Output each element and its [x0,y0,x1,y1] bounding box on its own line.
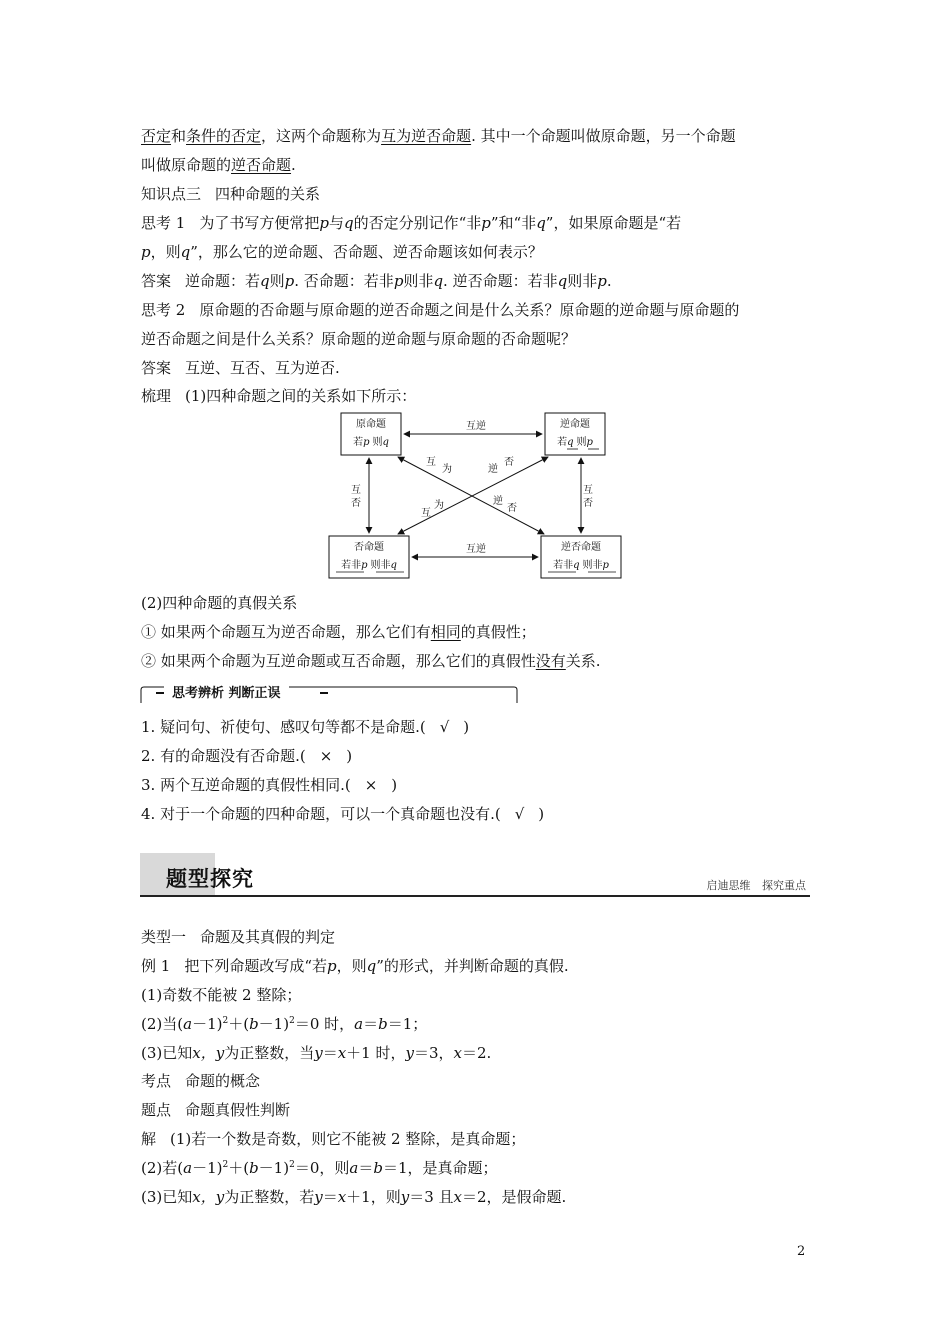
text: －1) [192,1015,223,1033]
text: 4. 对于一个命题的四种命题，可以一个真命题也没有.( [141,805,501,823]
text: ＝2，是假命题. [461,1188,567,1206]
text: 和 [171,127,187,145]
text: －1) [258,1015,290,1033]
text: 关系. [565,652,601,670]
section-label: 思考辨析 判断正误 [164,686,289,702]
var-x: x [453,1188,462,1206]
text: 命题的概念 [185,1072,261,1090]
var-a: a [183,1015,193,1033]
text: (2)当( [141,1015,184,1033]
summary [141,386,416,406]
underlined-term: 互为逆否命题 [381,127,472,145]
text: 1. 疑问句、祈使句、感叹句等都不是命题.( [141,718,426,736]
label-left-2: 否 [351,498,361,509]
text: ＝ [322,1044,338,1062]
type-label: 类型一 [141,928,187,946]
label-x-ul-1: 互 [426,457,436,468]
text: ) [463,718,470,736]
text: 命题真假性判断 [185,1101,291,1119]
var-q: q [180,243,191,261]
text: 则非 [567,272,598,290]
paragraph-line [141,126,736,146]
judge-section-bar [140,686,518,704]
text: 逆否命题之间是什么关系？原命题的逆命题与原命题的否命题呢？ [141,330,577,348]
exponent: 2 [289,1016,295,1026]
box-original-content: 若p 则q [353,437,389,448]
exponent: 2 [222,1160,229,1170]
check-mark: √ [514,805,525,823]
var-q: q [343,214,354,232]
text: 的真假性； [460,623,536,641]
cross-mark: × [364,776,378,794]
label-x-ul-2: 为 [442,464,452,475]
box-contrapositive-title: 逆否命题 [561,542,601,553]
text: 互逆、互否、互为逆否. [185,359,340,377]
text: ＝1； [387,1015,428,1033]
text: 则 [269,272,285,290]
text: ＝0，则 [294,1159,350,1177]
box-inverse-title: 否命题 [354,542,384,553]
summary-label: 梳理 [141,387,172,405]
var-q: q [260,272,270,290]
four-propositions-diagram [326,405,626,585]
text: ”的形式，并判断命题的真假. [376,957,569,975]
label-right-1: 互 [583,485,593,496]
var-p: p [597,272,607,290]
example1-item-1: (1)奇数不能被 2 整除； [141,986,302,1004]
think2-line2 [141,329,576,349]
var-p: p [319,214,329,232]
truth-item-1 [141,622,536,642]
var-y: y [405,1044,414,1062]
text: . 逆否命题：若非 [443,272,558,290]
var-b: b [373,1159,383,1177]
var-q: q [433,272,444,290]
answer1 [141,271,612,291]
text: (2)若( [141,1159,184,1177]
text: 逆命题：若 [185,272,261,290]
explore-section-bar [140,853,810,897]
var-a: a [183,1159,193,1177]
kaodian-label: 考点 [141,1072,172,1090]
paragraph-line [141,155,296,175]
judge-item-2 [141,746,352,766]
text: . [291,156,296,174]
var-xy: x，y [192,1044,225,1062]
text: ”，那么它的逆命题、否命题、逆否命题该如何表示？ [190,243,543,261]
think2-line1 [141,300,739,320]
text: ＝ [358,1159,374,1177]
box-original-title: 原命题 [356,419,386,430]
text: 把下列命题改写成“若 [184,957,327,975]
var-p: p [393,272,404,290]
text: 叫做原命题的 [141,156,232,174]
text: ”，如果原命题是“若 [545,214,682,232]
text: ，这两个命题称为 [261,127,382,145]
text: 为了书写方便常把 [199,214,320,232]
solution-line-3 [141,1187,566,1207]
text: ＝0 时， [294,1015,355,1033]
var-a: a [349,1159,359,1177]
text: 为正整数，当 [224,1044,315,1062]
tidian [141,1100,290,1120]
text: (3)已知 [141,1044,193,1062]
label-x-ur-1: 逆 [488,464,498,475]
tidian-label: 题点 [141,1101,172,1119]
think-label: 思考 2 [141,301,186,319]
exponent: 2 [289,1160,295,1170]
section-subtitle: 启迪思维 探究重点 [706,879,806,892]
var-y: y [314,1044,323,1062]
var-x: x [337,1188,347,1206]
type1-heading [141,927,335,947]
var-a: a [354,1015,364,1033]
kp-title: 四种命题的关系 [215,185,321,203]
text: ＋( [228,1159,250,1177]
underlined-term: 否定 [141,127,172,145]
text: (1)若一个数是奇数，则它不能被 2 整除，是真命题； [170,1130,526,1148]
judge-item-4 [141,804,544,824]
text: ) [346,747,353,765]
var-xy: x，y [192,1188,225,1206]
text: －1) [192,1159,223,1177]
label-left-1: 互 [351,485,361,496]
solution-line-2 [141,1158,497,1178]
text: 与 [328,214,344,232]
var-p: p [141,243,151,261]
underlined-term: 相同 [430,623,461,641]
text: 则非 [403,272,434,290]
judge-item-3 [141,775,397,795]
text: ＋1，则 [346,1188,401,1206]
answer-label: 答案 [141,359,172,377]
label-x-lr-2: 否 [507,503,517,514]
text: ＝3 且 [409,1188,454,1206]
text: . 否命题：若非 [294,272,394,290]
label-top: 互逆 [466,421,486,432]
label-x-ll-1: 为 [434,500,444,511]
var-y: y [400,1188,410,1206]
label-right-2: 否 [583,498,593,509]
label-x-ur-2: 否 [504,457,514,468]
box-converse-title: 逆命题 [560,419,590,430]
var-q: q [536,214,546,232]
judge-item-1 [141,717,469,737]
think-label: 思考 1 [141,214,186,232]
knowledge-point-heading [141,184,320,204]
text: ＝3， [413,1044,454,1062]
box-contrapositive-content: 若非q 则非p [553,560,609,571]
text: ”和“非 [490,214,537,232]
text: ＋1 时， [346,1044,406,1062]
truth-heading: (2)四种命题的真假关系 [141,594,298,612]
label-x-ll-2: 互 [421,508,431,519]
truth-item-2 [141,651,601,671]
underlined-term: 没有 [535,652,566,670]
text: ② 如果两个命题为互逆命题或互否命题，那么它们的真假性 [141,652,536,670]
box-inverse-content: 若非p 则非q [341,560,397,571]
think1-line2 [141,242,543,262]
text: ，则 [336,957,367,975]
label-bottom: 互逆 [466,544,486,555]
box-converse-content: 若q 则p [557,437,593,448]
text: 原命题的否命题与原命题的逆否命题之间是什么关系？原命题的逆命题与原命题的 [199,301,740,319]
text: 为正整数，若 [224,1188,315,1206]
var-x: x [337,1044,347,1062]
section-title: 题型探究 [166,867,254,891]
page-number: 2 [797,1244,806,1259]
kp-label: 知识点三 [141,185,202,203]
label-x-lr-1: 逆 [493,496,503,507]
text: 3. 两个互逆命题的真假性相同.( [141,776,351,794]
example1-item-3 [141,1043,491,1063]
text: －1) [258,1159,290,1177]
text: ＝ [363,1015,379,1033]
answer-label: 答案 [141,272,172,290]
underlined-term: 逆否命题 [231,156,292,174]
check-mark: √ [439,718,450,736]
text: (1)四种命题之间的关系如下所示： [185,387,417,405]
text: (3)已知 [141,1188,193,1206]
var-b: b [249,1015,259,1033]
section-rule [140,895,810,897]
text: ＝1，是真命题； [382,1159,498,1177]
text: ① 如果两个命题互为逆否命题，那么它们有 [141,623,431,641]
example1-heading [141,956,569,976]
text: . 其中一个命题叫做原命题，另一个命题 [471,127,736,145]
var-q: q [557,272,568,290]
kaodian [141,1071,260,1091]
solution-label: 解 [141,1130,157,1148]
solution-line-1 [141,1129,525,1149]
var-p: p [326,957,337,975]
text: ＝2. [461,1044,492,1062]
text: . [606,272,612,290]
example-label: 例 1 [141,957,171,975]
var-x: x [453,1044,462,1062]
var-p: p [481,214,491,232]
var-y: y [314,1188,323,1206]
example1-item-2 [141,1014,427,1034]
cross-mark: × [319,747,333,765]
var-b: b [378,1015,388,1033]
type-title: 命题及其真假的判定 [200,928,336,946]
text: ＝ [322,1188,338,1206]
text: ，则 [150,243,181,261]
text: 的否定分别记作“非 [353,214,482,232]
text: ) [391,776,398,794]
text: 2. 有的命题没有否命题.( [141,747,306,765]
var-q: q [366,957,377,975]
answer2 [141,358,340,378]
exponent: 2 [222,1016,229,1026]
think1-line1 [141,213,681,233]
var-b: b [249,1159,259,1177]
text: ) [538,805,545,823]
var-p: p [284,272,295,290]
text: ＋( [228,1015,250,1033]
underlined-term: 条件的否定 [186,127,262,145]
